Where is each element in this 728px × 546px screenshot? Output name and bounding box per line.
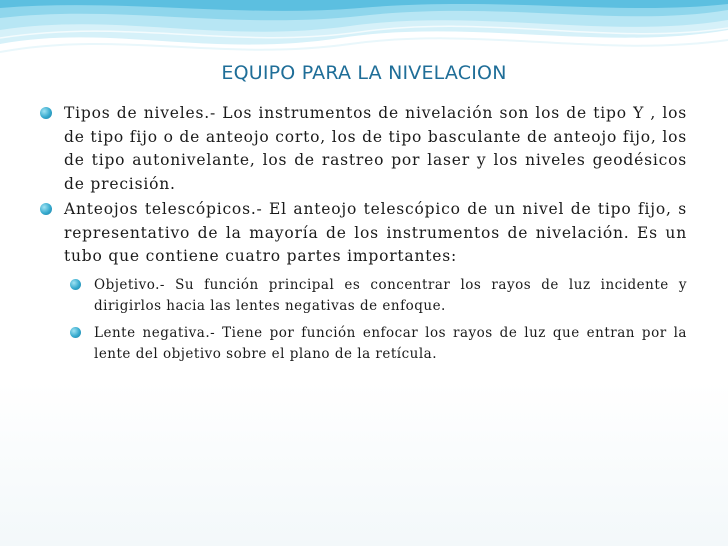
list-item xyxy=(42,198,687,269)
list-item xyxy=(42,102,687,196)
decorative-wave-banner xyxy=(0,0,728,64)
bullet-dot-icon xyxy=(70,327,81,338)
sub-list-item xyxy=(72,323,687,365)
sub-list-item xyxy=(72,275,687,317)
bullet-dot-icon xyxy=(40,203,52,215)
bullet-text: Lente negativa.- Tiene por función enfocar los rayos de luz que entran por la lente del objetivo sobre el plano de la retícula. xyxy=(94,324,687,362)
bullet-text: Tipos de niveles.- Los instrumentos de nivelación son los de tipo Y , los de tipo fijo o de anteojo corto, los de tipo basculante de anteojo fijo, los de tipo autonivelante, los de rastreo por laser y los niveles geodésicos de precisión. xyxy=(64,104,687,193)
bullet-dot-icon xyxy=(70,279,81,290)
slide-title: EQUIPO PARA LA NIVELACION xyxy=(221,62,507,84)
bullet-list xyxy=(42,102,687,367)
bullet-text: Objetivo.- Su función principal es concentrar los rayos de luz incidente y dirigirlos hacia las lentes negativas de enfoque. xyxy=(94,276,687,314)
bullet-text: Anteojos telescópicos.- El anteojo telescópico de un nivel de tipo fijo, s representativo de la mayoría de los instrumentos de nivelación. Es un tubo que contiene cuatro partes importantes: xyxy=(64,200,687,265)
bullet-dot-icon xyxy=(40,107,52,119)
